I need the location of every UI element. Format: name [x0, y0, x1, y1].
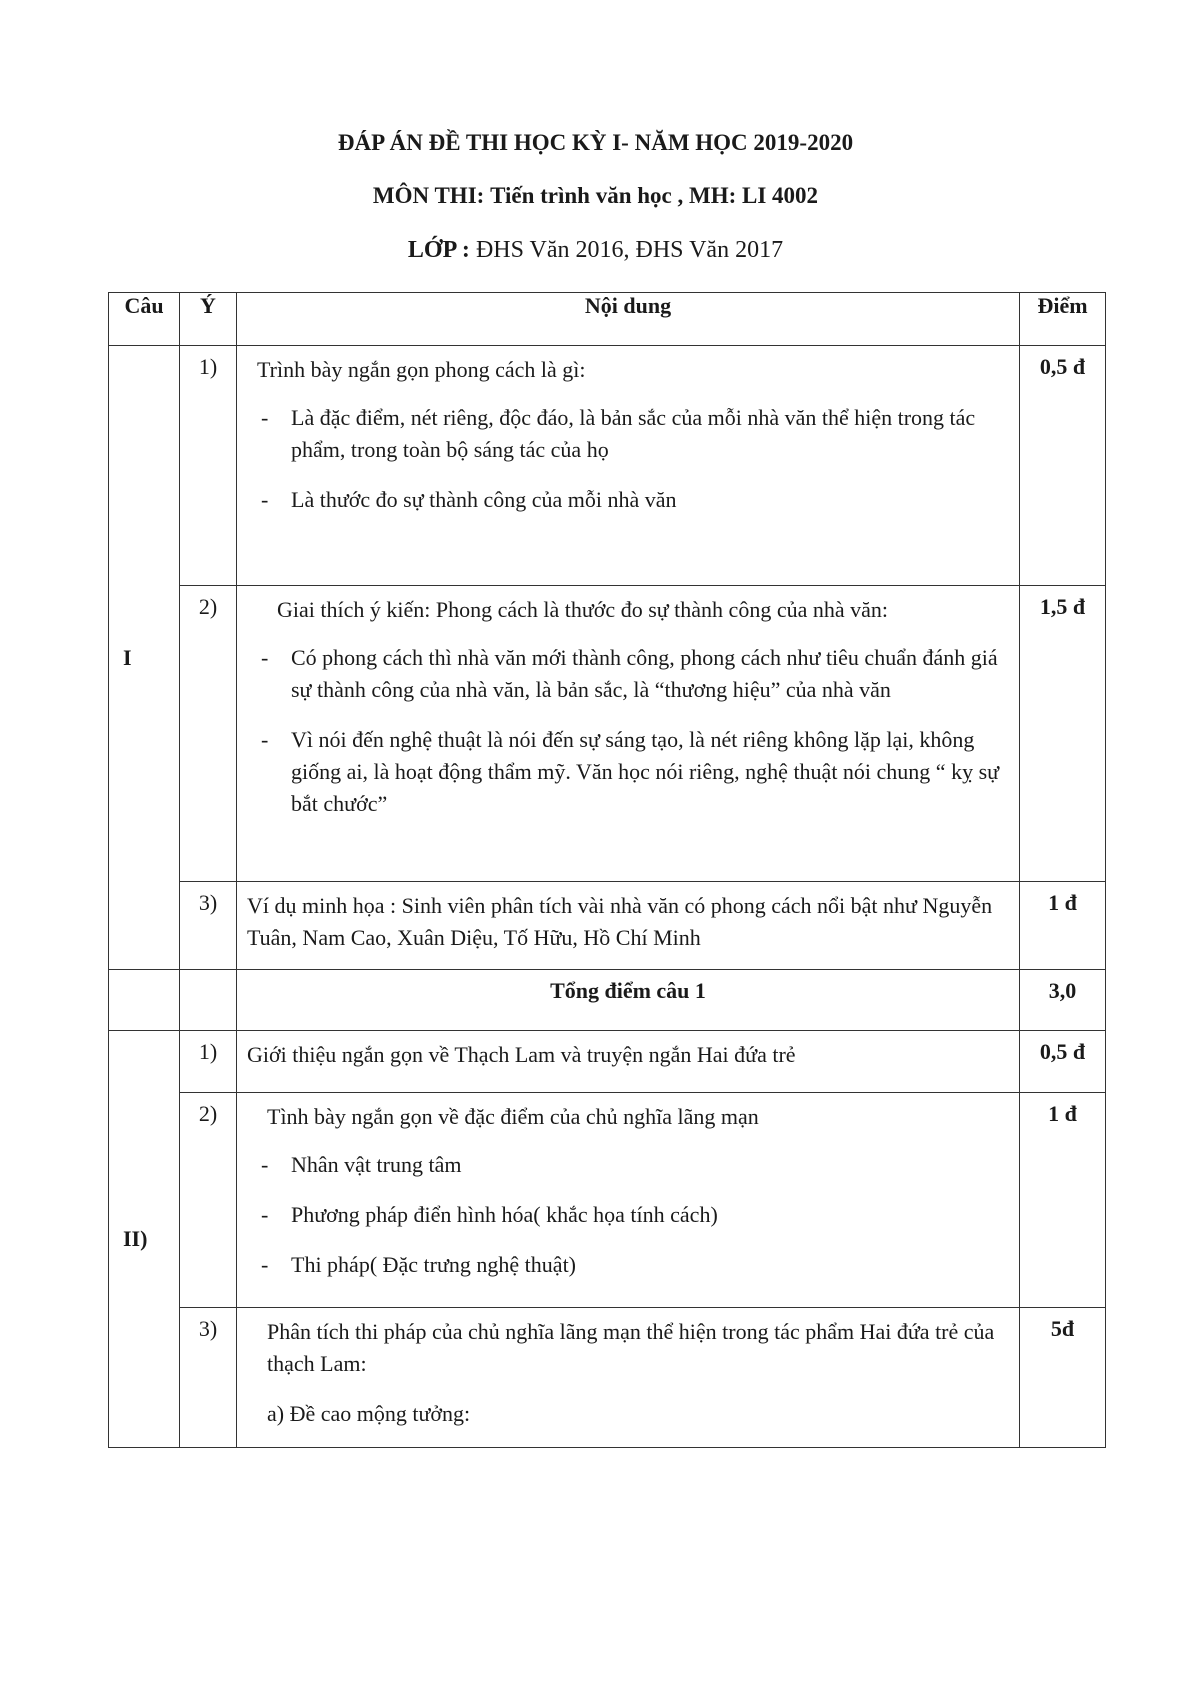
list-item: - Vì nói đến nghệ thuật là nói đến sự sáng tạo, là nét riêng không lặp lại, không giống ai, là hoạt động thẩm mỹ. Văn học nói riêng, nghệ thuật nói chung “ kỵ sự bắt chước”: [257, 724, 1009, 820]
header-cau: Câu: [109, 293, 180, 346]
header-noi-dung: Nội dung: [237, 293, 1020, 346]
content-intro: Giai thích ý kiến: Phong cách là thước đo sự thành công của nhà văn:: [277, 597, 888, 622]
total-score: 3,0: [1020, 970, 1106, 1031]
y-number: 3): [180, 1308, 237, 1448]
class-value: ĐHS Văn 2016, ĐHS Văn 2017: [475, 237, 784, 263]
table-header-row: [109, 293, 1106, 346]
score-cell: 5đ: [1020, 1308, 1106, 1448]
class-line: [0, 237, 1191, 264]
content-cell: Ví dụ minh họa : Sinh viên phân tích vài nhà văn có phong cách nổi bật như Nguyễn Tuân, Nam Cao, Xuân Diệu, Tố Hữu, Hồ Chí Minh: [237, 882, 1020, 970]
y-number: 2): [180, 1093, 237, 1308]
list-item: - Là đặc điểm, nét riêng, độc đáo, là bản sắc của mỗi nhà văn thể hiện trong tác phẩm, trong toàn bộ sáng tác của họ: [257, 402, 1009, 466]
total-label: Tổng điểm câu 1: [237, 970, 1020, 1031]
content-cell: Giới thiệu ngắn gọn về Thạch Lam và truyện ngắn Hai đứa trẻ: [237, 1031, 1020, 1093]
table-row: [109, 1308, 1106, 1448]
list-item: - Thi pháp( Đặc trưng nghệ thuật): [257, 1249, 1009, 1281]
subject-label: MÔN THI:: [372, 183, 485, 208]
table-row: [109, 1093, 1106, 1308]
y-number: 1): [180, 346, 237, 586]
content-subitem: a) Đề cao mộng tưởng:: [267, 1401, 471, 1426]
y-number: 2): [180, 586, 237, 882]
list-item: - Có phong cách thì nhà văn mới thành công, phong cách như tiêu chuẩn đánh giá sự thành công của nhà văn, là bản sắc, là “thương hiệu” của nhà văn: [257, 642, 1009, 706]
table-row: [109, 586, 1106, 882]
y-number: 1): [180, 1031, 237, 1093]
table-row: [109, 346, 1106, 586]
content-intro: Phân tích thi pháp của chủ nghĩa lãng mạn thể hiện trong tác phẩm Hai đứa trẻ của thạch Lam:: [267, 1319, 995, 1376]
table-row: [109, 1031, 1106, 1093]
subject-line: [0, 183, 1191, 209]
content-intro: Tình bày ngắn gọn về đặc điểm của chủ nghĩa lãng mạn: [267, 1104, 759, 1129]
class-label: LỚP :: [407, 237, 470, 263]
list-item: - Nhân vật trung tâm: [257, 1149, 1009, 1181]
subject-value: Tiến trình văn học , MH: LI 4002: [490, 183, 819, 208]
list-item: - Phương pháp điển hình hóa( khắc họa tính cách): [257, 1199, 1009, 1231]
cau-number: II): [109, 1031, 180, 1448]
document-title: ĐÁP ÁN ĐỀ THI HỌC KỲ I- NĂM HỌC 2019-2020: [337, 130, 854, 155]
score-cell: 1 đ: [1020, 882, 1106, 970]
content-cell: [237, 586, 1020, 882]
list-item: - Là thước đo sự thành công của mỗi nhà văn: [257, 484, 1009, 516]
score-cell: 1,5 đ: [1020, 586, 1106, 882]
bullet-list: [257, 642, 1009, 820]
score-cell: 0,5 đ: [1020, 346, 1106, 586]
answer-table: [108, 292, 1106, 1448]
bullet-list: [257, 402, 1009, 516]
score-cell: 1 đ: [1020, 1093, 1106, 1308]
total-row: [109, 970, 1106, 1031]
header-y: Ý: [180, 293, 237, 346]
header-diem: Điểm: [1020, 293, 1106, 346]
score-cell: 0,5 đ: [1020, 1031, 1106, 1093]
table-row: [109, 882, 1106, 970]
content-cell: [237, 1093, 1020, 1308]
bullet-list: [257, 1149, 1009, 1281]
content-cell: [237, 1308, 1020, 1448]
content-cell: [237, 346, 1020, 586]
y-number: 3): [180, 882, 237, 970]
content-intro: Trình bày ngắn gọn phong cách là gì:: [257, 357, 586, 382]
cau-number: I: [109, 346, 180, 970]
